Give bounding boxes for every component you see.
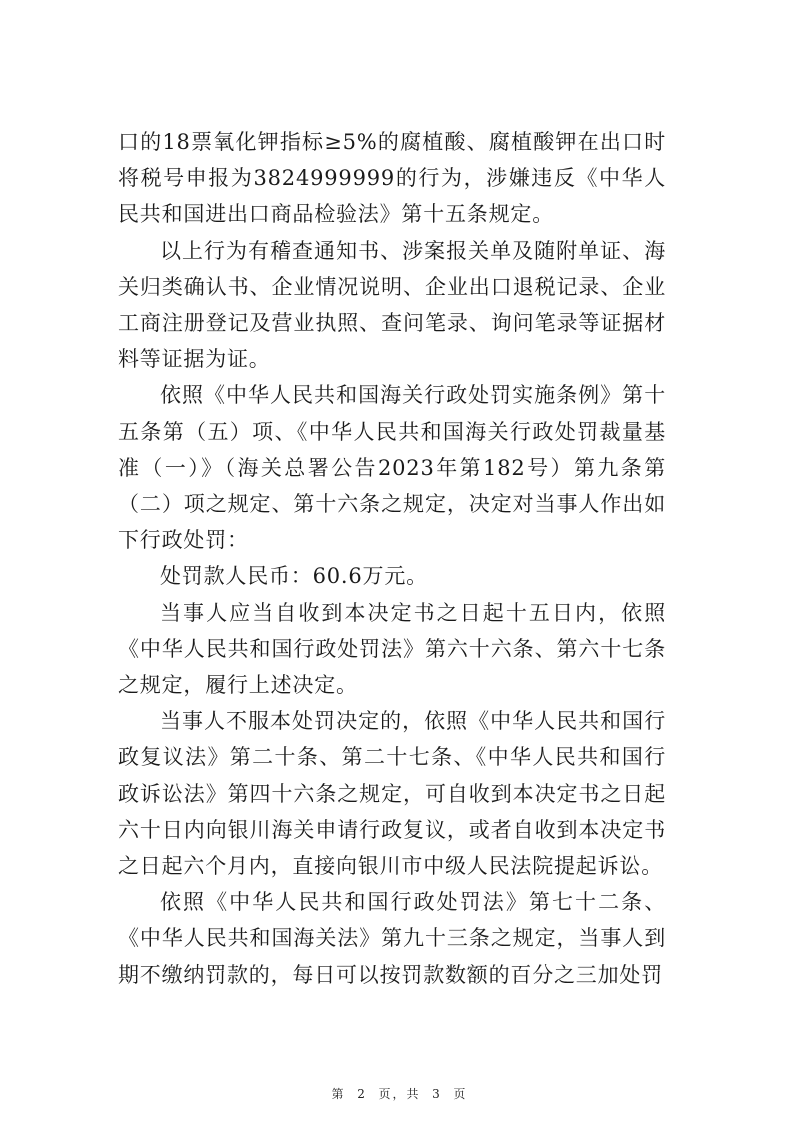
paragraph-payment-deadline: 当事人应当自收到本决定书之日起十五日内，依照《中华人民共和国行政处罚法》第六十六条、第六十七条之规定，履行上述决定。	[118, 600, 666, 698]
footer-middle: 页，共	[378, 1087, 421, 1101]
paragraph-violation: 口的18票氧化钾指标≥5%的腐植酸、腐植酸钾在出口时将税号申报为3824999999的行为，涉嫌违反《中华人民共和国进出口商品检验法》第十五条规定。	[118, 130, 666, 227]
footer-suffix: 页	[453, 1087, 468, 1101]
paragraph-legal-basis: 依照《中华人民共和国海关行政处罚实施条例》第十五条第（五）项、《中华人民共和国海关行政处罚裁量基准（一）》（海关总署公告2023年第182号）第九条第（二）项之规定、第十六条之规定，决定对当事人作出如下行政处罚：	[118, 383, 666, 553]
footer-prefix: 第	[331, 1087, 346, 1101]
paragraph-appeal-rights: 当事人不服本处罚决定的，依照《中华人民共和国行政复议法》第二十条、第二十七条、《中华人民共和国行政诉讼法》第四十六条之规定，可自收到本决定书之日起六十日内向银川海关申请行政复议，或者自收到本决定书之日起六个月内，直接向银川市中级人民法院提起诉讼。	[118, 709, 666, 879]
footer-total-pages: 3	[432, 1087, 442, 1101]
paragraph-penalty-amount: 处罚款人民币：60.6万元。	[160, 564, 428, 589]
document-body	[118, 124, 666, 993]
paragraph-evidence: 以上行为有稽查通知书、涉案报关单及随附单证、海关归类确认书、企业情况说明、企业出口退税记录、企业工商注册登记及营业执照、查问笔录、询问笔录等证据材料等证据为证。	[118, 238, 666, 372]
paragraph-late-fee: 依照《中华人民共和国行政处罚法》第七十二条、《中华人民共和国海关法》第九十三条之规定，当事人到期不缴纳罚款的，每日可以按罚款数额的百分之三加处罚	[118, 890, 666, 987]
page-number-footer	[0, 1085, 799, 1102]
footer-page-number: 2	[357, 1087, 367, 1101]
